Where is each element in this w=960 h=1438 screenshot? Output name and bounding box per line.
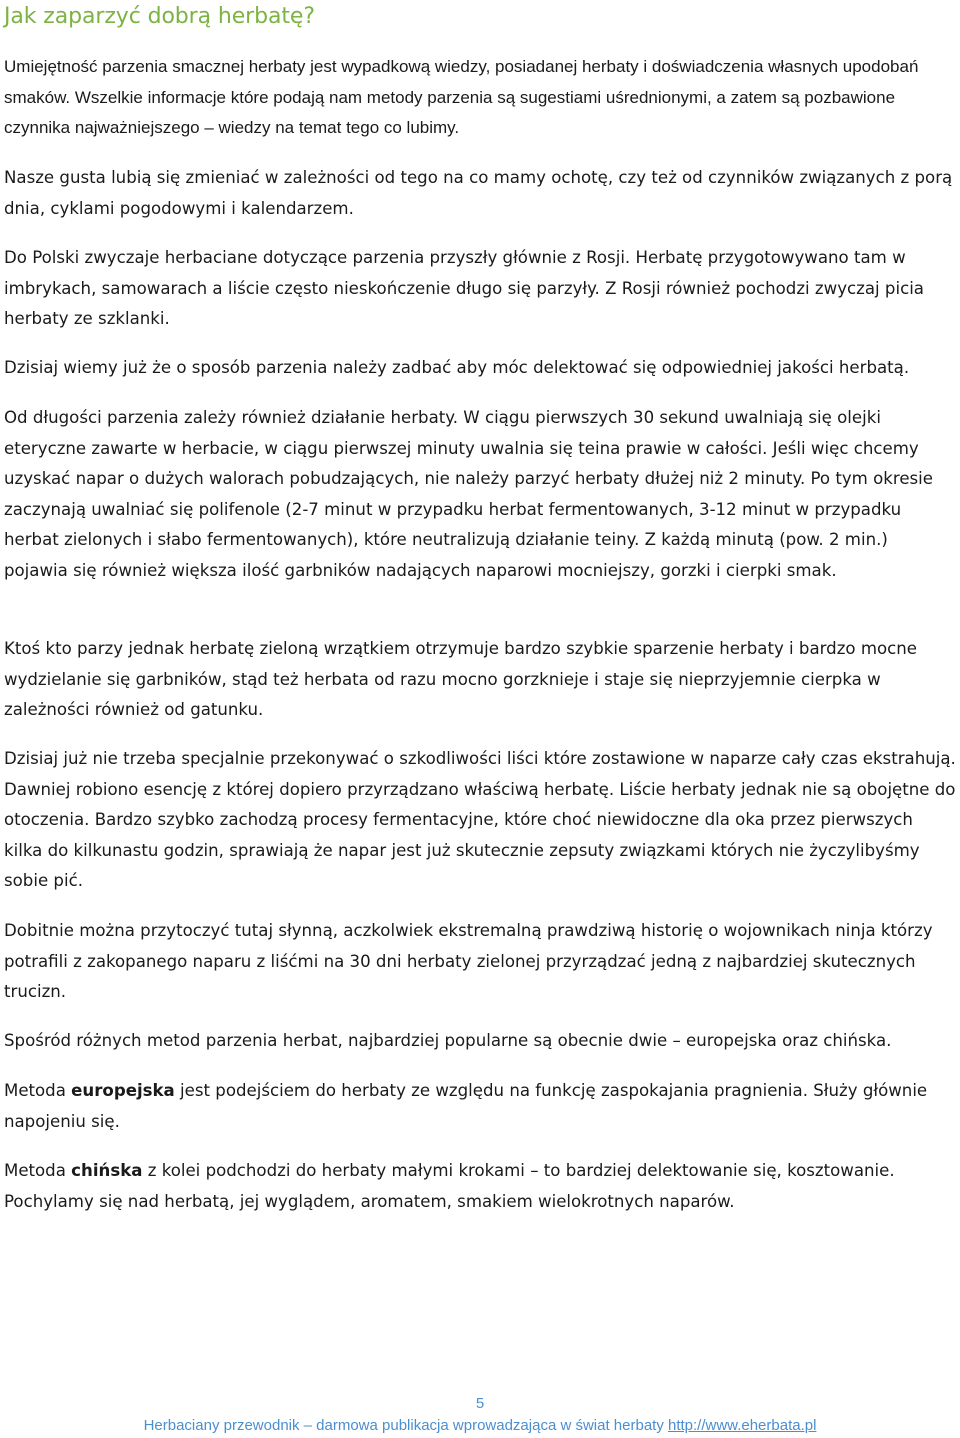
footer-link[interactable]: http://www.eherbata.pl: [668, 1417, 817, 1434]
paragraph-9-lead: Metoda: [4, 1081, 72, 1100]
paragraph-9-rest: jest podejściem do herbaty ze względu na funkcję zaspokajania pragnienia. Służy głównie napojeniu się.: [4, 1081, 928, 1131]
paragraph-6: Dzisiaj już nie trzeba specjalnie przekonywać o szkodliwości liści które zostawione w naparze cały czas ekstrahują. Dawniej robiono esencję z której dopiero przyrządzano właściwą herbatę. Liście herbaty jednak nie są obojętne do otoczenia. Bardzo szybko zachodzą procesy fermentacyjne, które choć niewidoczne dla oka przez pierwszych kilka do kilkunastu godzin, sprawiają że napar jest już skutecznie zepsuty związkami których nie życzylibyśmy sobie pić.: [4, 749, 956, 890]
footer-text: Herbaciany przewodnik – darmowa publikacja wprowadzająca w świat herbaty: [143, 1417, 668, 1434]
paragraph-7: Dobitnie można przytoczyć tutaj słynną, aczkolwiek ekstremalną prawdziwą historię o wojownikach ninja którzy potrafili z zakopanego naparu z liśćmi na 30 dni herbaty zielonej przyrządzać jedną z najbardziej skutecznych trucizn.: [4, 921, 933, 1001]
paragraph-4: Od długości parzenia zależy również działanie herbaty. W ciągu pierwszych 30 sekund uwalniają się olejki eteryczne zawarte w herbacie, w ciągu pierwszej minuty uwalnia się teina prawie w całości. Jeśli więc chcemy uzyskać napar o dużych walorach pobudzających, nie należy parzyć herbaty dłużej niż 2 minuty. Po tym okresie zaczynają uwalniać się polifenole (2-7 minut w przypadku herbat fermentowanych, 3-12 minut w przypadku herbat zielonych i słabo fermentowanych), które neutralizują działanie teiny. Z każdą minutą (pow. 2 min.) pojawia się również większa ilość garbników nadających naparowi mocniejszy, gorzki i cierpki smak.: [4, 408, 934, 580]
paragraph-10-bold: chińska: [71, 1161, 143, 1180]
paragraph-1: Nasze gusta lubią się zmieniać w zależności od tego na co mamy ochotę, czy też od czynników związanych z porą dnia, cyklami pogodowymi i kalendarzem.: [4, 168, 953, 218]
paragraph-3: Dzisiaj wiemy już że o sposób parzenia należy zadbać aby móc delektować się odpowiedniej jakości herbatą.: [4, 358, 910, 377]
intro-paragraph: Umiejętność parzenia smacznej herbaty jest wypadkową wiedzy, posiadanej herbaty i doświadczenia własnych upodobań smaków. Wszelkie informacje które podają nam metody parzenia są sugestiami uśrednionymi, a zatem są pozbawione czynnika najważniejszego – wiedzy na temat tego co lubimy.: [4, 57, 919, 137]
page-title: Jak zaparzyć dobrą herbatę?: [4, 4, 315, 29]
paragraph-10-rest: z kolei podchodzi do herbaty małymi krokami – to bardziej delektowanie się, kosztowanie. Pochylamy się nad herbatą, jej wyglądem, aromatem, smakiem wielokrotnych naparów.: [4, 1161, 895, 1211]
footer: [0, 1417, 960, 1434]
paragraph-9-bold: europejska: [71, 1081, 175, 1100]
paragraph-5: Ktoś kto parzy jednak herbatę zieloną wrzątkiem otrzymuje bardzo szybkie sparzenie herbaty i bardzo mocne wydzielanie się garbników, stąd też herbata od razu mocno gorzknieje i staje się nieprzyjemnie cierpka w zależności również od gatunku.: [4, 639, 917, 719]
paragraph-8: Spośród różnych metod parzenia herbat, najbardziej popularne są obecnie dwie – europejska oraz chińska.: [4, 1031, 892, 1050]
paragraph-9: [4, 1076, 956, 1137]
paragraph-10-lead: Metoda: [4, 1161, 72, 1180]
paragraph-2: Do Polski zwyczaje herbaciane dotyczące parzenia przyszły głównie z Rosji. Herbatę przygotowywano tam w imbrykach, samowarach a liście często nieskończenie długo się parzyły. Z Rosji również pochodzi zwyczaj picia herbaty ze szklanki.: [4, 248, 924, 328]
paragraph-10: [4, 1156, 956, 1217]
page-number: 5: [475, 1395, 485, 1412]
